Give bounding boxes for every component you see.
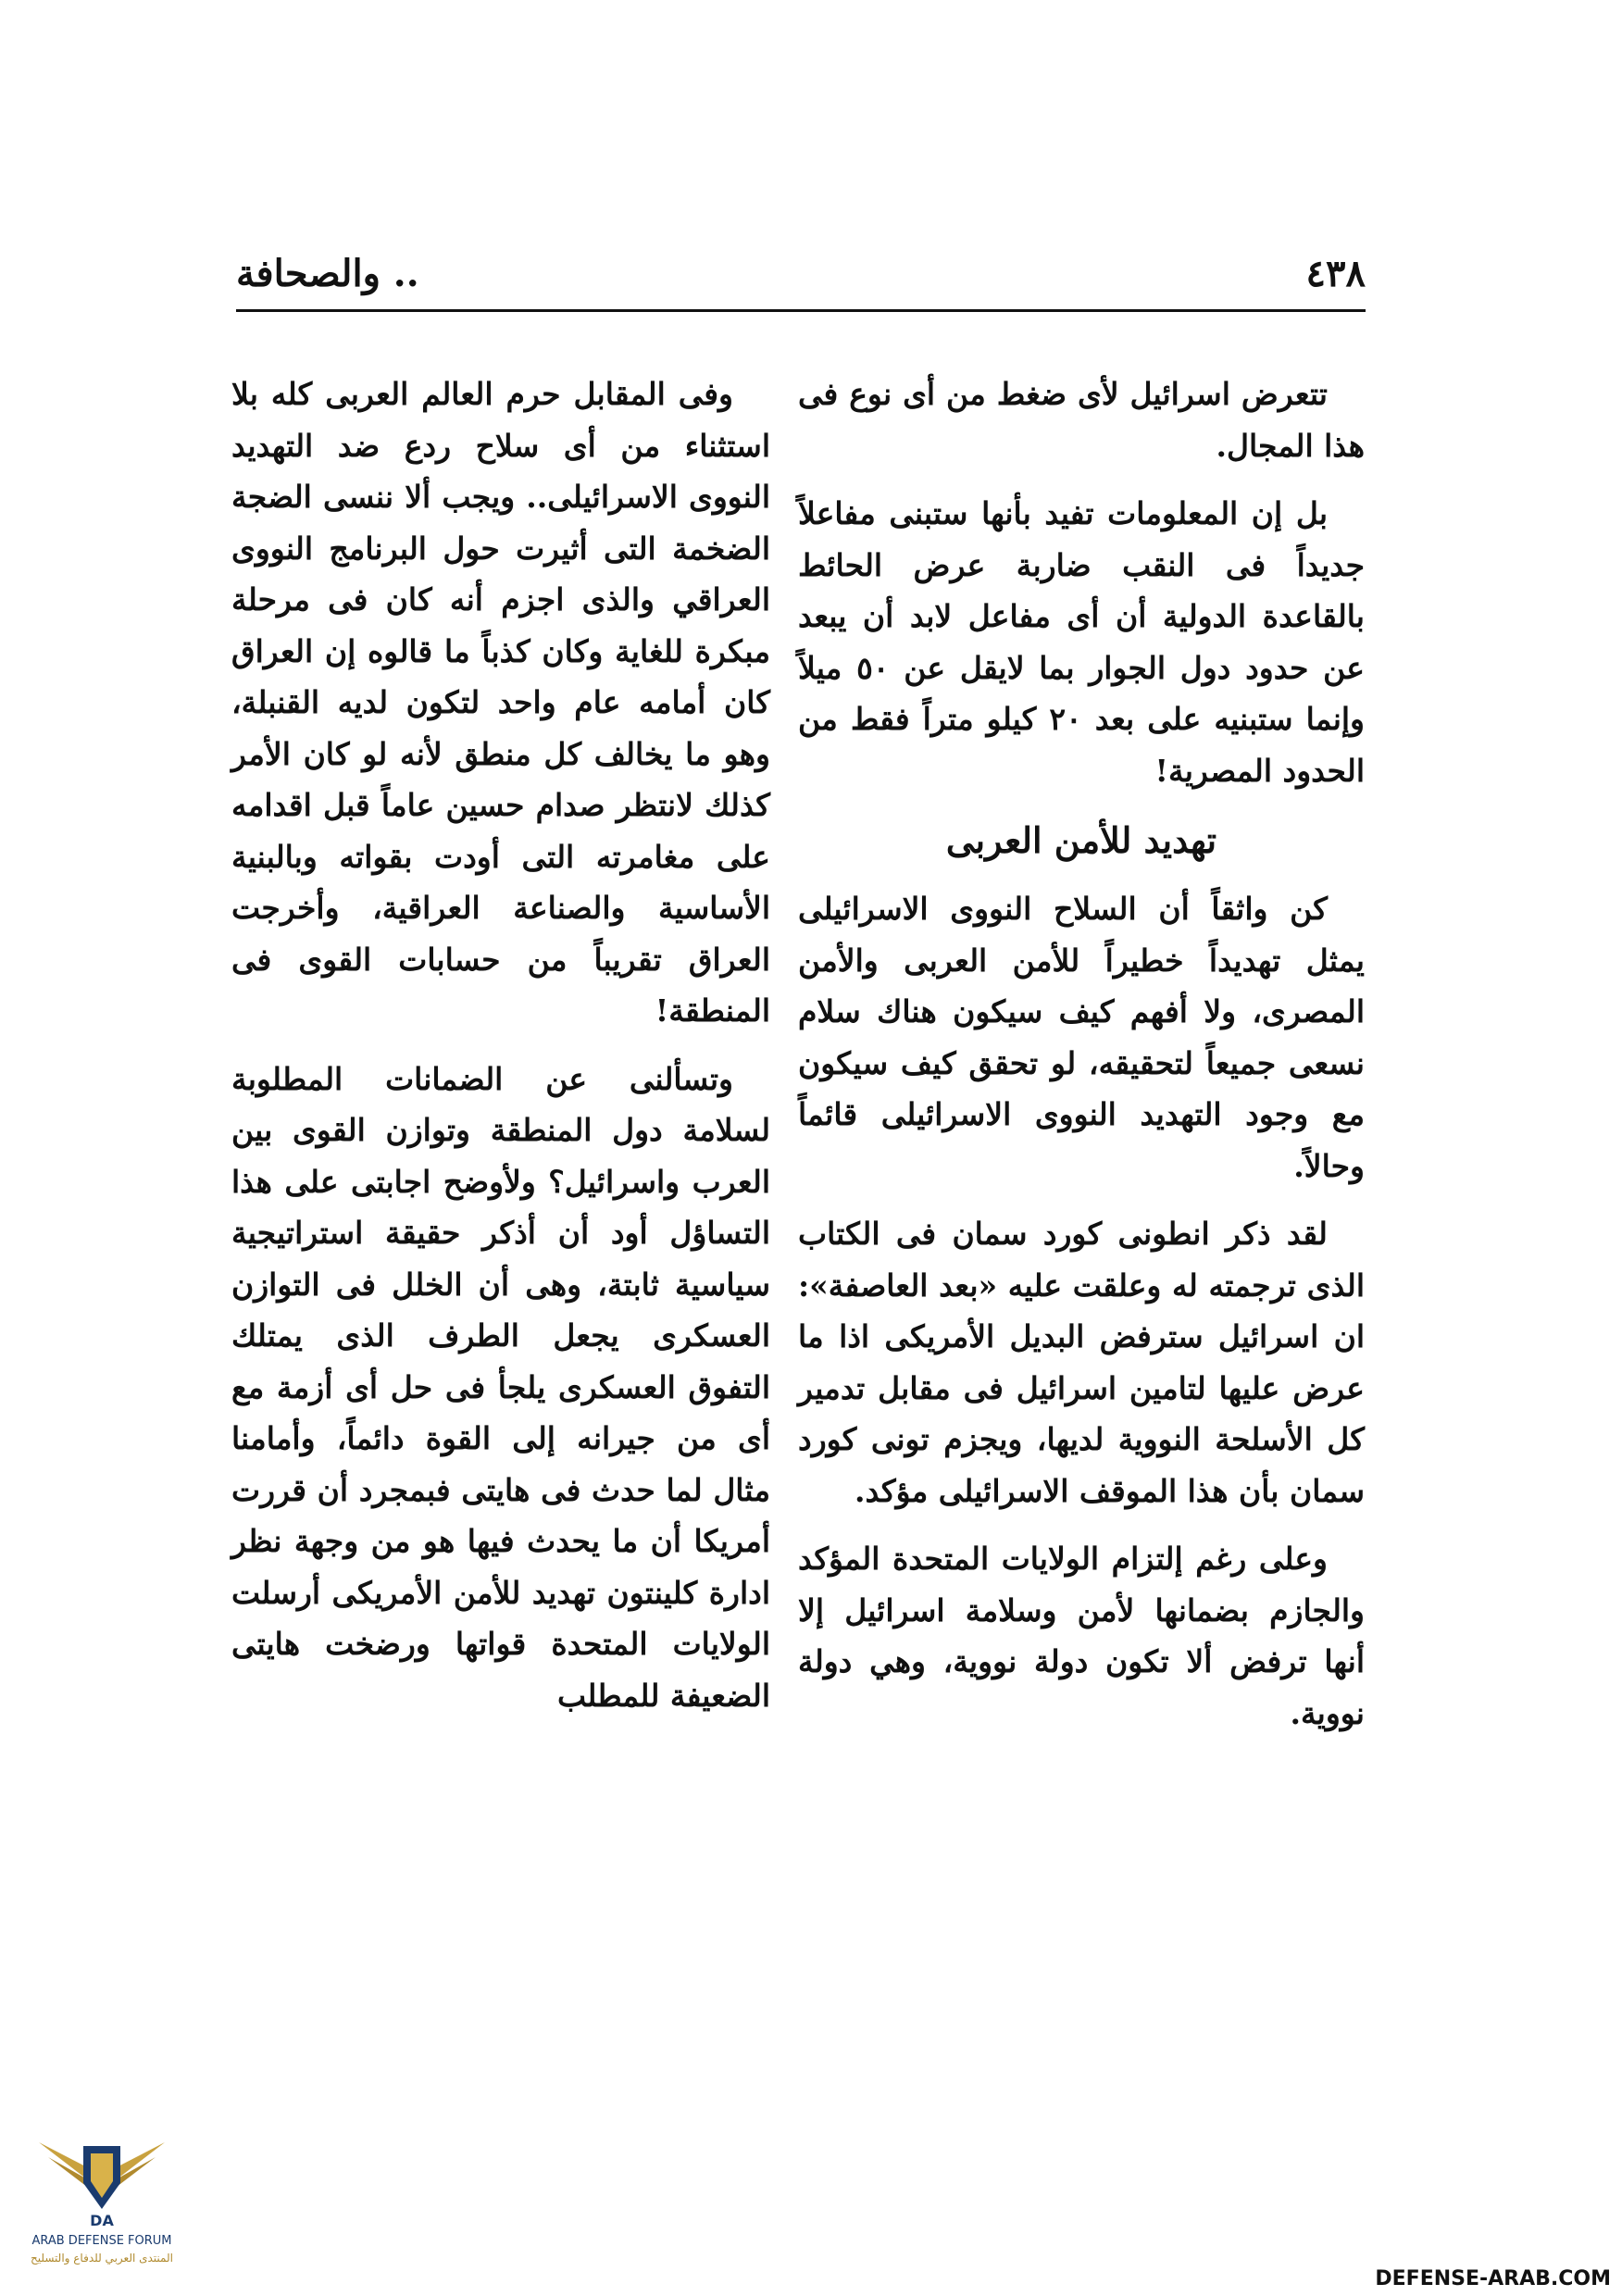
paragraph: تتعرض اسرائيل لأى ضغط من أى نوع فى هذا المجال. [798,376,1365,464]
running-title: .. والصحافة [236,252,419,295]
shield-wings-icon [35,2129,168,2231]
left-column [231,368,770,1738]
page-number: ٤٣٨ [1305,252,1366,295]
paragraph: وتسألنى عن الضمانات المطلوبة لسلامة دول المنطقة وتوازن القوى بين العرب واسرائيل؟ ولأوضح اجابتى على هذا التساؤل أود أن أذكر حقيقة استراتيجية سياسية ثابتة، وهى أن الخلل فى التوازن العسكرى يجعل الطرف الذى يمتلك التفوق العسكرى يلجأ فى حل أى أزمة مع أى من جيرانه إلى القوة دائماً، وأمامنا مثال لما حدث فى هايتى فبمجرد أن قررت أمريكا أن ما يحدث فيها هو من وجهة نظر ادارة كلينتون تهديد للأمن الأمريكى أرسلت الولايات المتحدة قواتها ورضخت هايتى الضعيفة للمطلب [231,1060,770,1714]
paragraph: كن واثقاً أن السلاح النووى الاسرائيلى يمثل تهديداً خطيراً للأمن العربى والأمن المصرى، ولا أفهم كيف سيكون هناك سلام نسعى جميعاً لتحقيقه، لو تحقق كيف سيكون مع وجود التهديد النووى الاسرائيلى قائماً وحالاً. [798,891,1365,1184]
paragraph: وعلى رغم إلتزام الولايات المتحدة المؤكد والجازم بضمانها لأمن وسلامة اسرائيل إلا أنها ترفض ألا تكون دولة نووية، وهي دولة نووية. [798,1541,1365,1731]
site-watermark: DEFENSE-ARAB.COM [1375,2267,1611,2290]
section-heading: تهديد للأمن العربى [945,819,1217,861]
forum-logo [28,2129,176,2287]
logo-name-en: ARAB DEFENSE FORUM [31,2234,172,2248]
header-rule [236,309,1366,312]
right-column [798,368,1365,1755]
logo-name-ar: المنتدى العربي للدفاع والتسليح [31,2252,173,2265]
logo-initials: DA [90,2212,114,2229]
paragraph: وفى المقابل حرم العالم العربى كله بلا استثناء من أى سلاح ردع ضد التهديد النووى الاسرائيلى.. ويجب ألا ننسى الضجة الضخمة التى أثيرت حول البرنامج النووى العراقي والذى اجزم أنه كان فى مرحلة مبكرة للغاية وكان كذباً ما قالوه إن العراق كان أمامه عام واحد لتكون لديه القنبلة، وهو ما يخالف كل منطق لأنه لو كان الأمر كذلك لانتظر صدام حسين عاماً قبل اقدامه على مغامرته التى أودت بقواته وبالبنية الأساسية والصناعة العراقية، وأخرجت العراق تقريباً من حسابات القوى فى المنطقة! [231,376,770,1029]
paragraph: بل إن المعلومات تفيد بأنها ستبنى مفاعلاً جديداً فى النقب ضاربة عرض الحائط بالقاعدة الدولية أن أى مفاعل لابد أن يبعد عن حدود دول الجوار بما لايقل عن ٥٠ ميلاً وإنما ستبنيه على بعد ٢٠ كيلو متراً فقط من الحدود المصرية! [798,495,1365,789]
page-header [236,252,1366,317]
paragraph: لقد ذكر انطونى كورد سمان فى الكتاب الذى ترجمته له وعلقت عليه «بعد العاصفة»: ان اسرائيل سترفض البديل الأمريكى اذا ما عرض عليها لتامين اسرائيل فى مقابل تدمير كل الأسلحة النووية لديها، ويجزم تونى كورد سمان بأن هذا الموقف الاسرائيلى مؤكد. [798,1216,1365,1509]
